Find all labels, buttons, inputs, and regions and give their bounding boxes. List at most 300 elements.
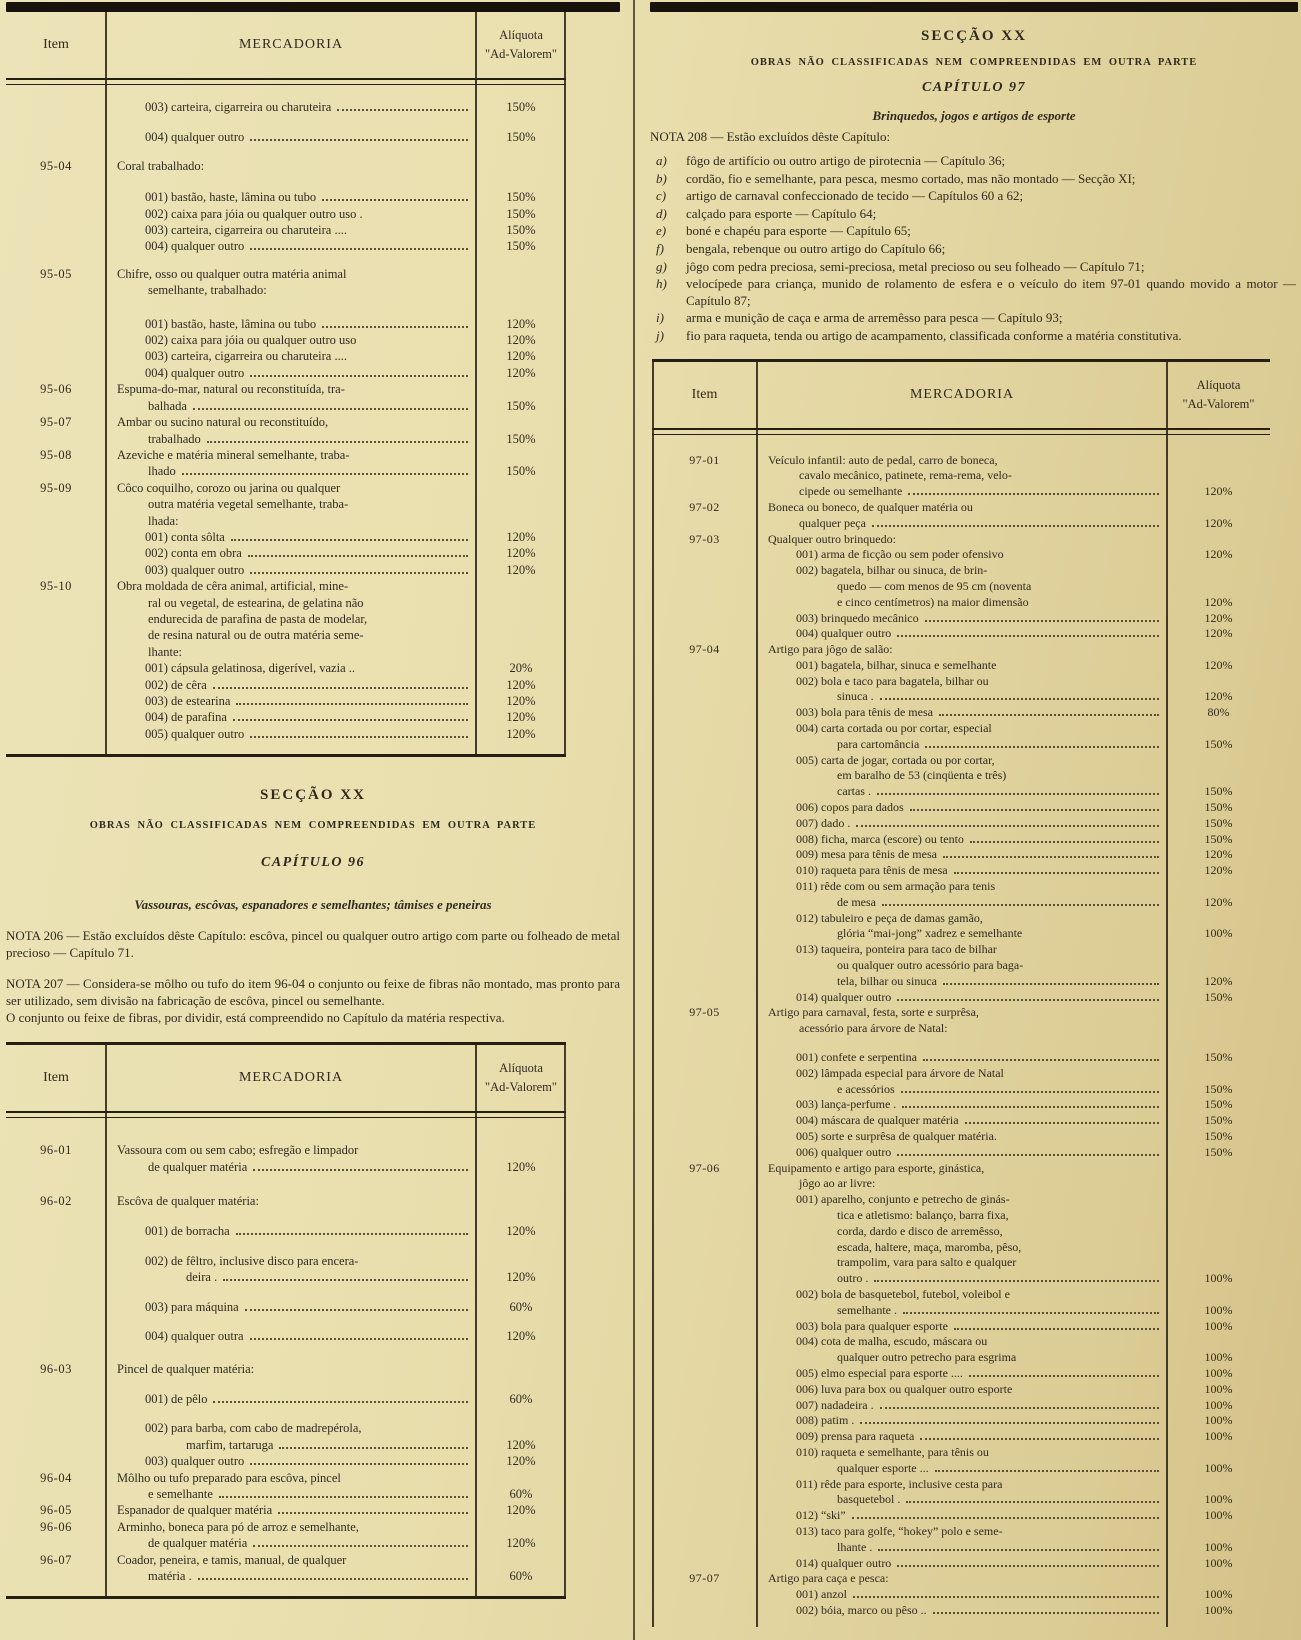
table-row <box>6 595 566 611</box>
mercadoria-line: 007) nadadeira . <box>796 1397 874 1412</box>
mercadoria-text <box>106 1502 476 1518</box>
aliquota-value: 60% <box>509 1299 533 1314</box>
table-row <box>652 1082 1270 1098</box>
item-number: 96-05 <box>40 1503 72 1518</box>
mercadoria-text <box>757 1477 1167 1493</box>
mercadoria-text <box>106 332 476 348</box>
mercadoria-text <box>757 800 1167 816</box>
aliquota-value: 100% <box>1204 1508 1233 1523</box>
aliquota-value: 150% <box>1204 815 1233 830</box>
item-number: 97-07 <box>689 1571 720 1586</box>
mercadoria-text <box>757 1398 1167 1414</box>
table-row <box>652 532 1270 548</box>
table-row <box>652 1587 1270 1603</box>
mercadoria-text <box>106 381 476 397</box>
chapter-96-notes <box>6 927 620 1026</box>
mercadoria-text <box>106 660 476 676</box>
table-vertical-rule <box>652 359 654 1627</box>
aliquota-value: 120% <box>1204 863 1233 878</box>
mercadoria-line: 003) bola para qualquer esporte <box>796 1318 948 1333</box>
mercadoria-line: 012) tabuleiro e peça de damas gamão, <box>796 910 983 925</box>
aliquota-value: 120% <box>506 365 536 380</box>
aliquota-value: 120% <box>506 1536 536 1551</box>
mercadoria-line: 002) bola e taco para bagatela, bilhar ou <box>796 673 989 688</box>
mercadoria-text <box>757 1097 1167 1113</box>
leader-dots <box>236 1233 468 1235</box>
table-header <box>6 12 566 78</box>
leader-dots <box>233 719 468 721</box>
mercadoria-line: semelhante, trabalhado: <box>148 283 267 298</box>
item-number: 95-06 <box>40 382 72 397</box>
mercadoria-line: lhada: <box>148 513 179 528</box>
mercadoria-line: Côco coquilho, corozo ou jarina ou qualquer <box>117 480 341 495</box>
mercadoria-text <box>106 611 476 627</box>
table-row <box>652 784 1270 800</box>
mercadoria-line: outra matéria vegetal semelhante, traba- <box>148 497 349 512</box>
leader-dots <box>231 539 468 541</box>
exclusion-item <box>650 223 1298 240</box>
secao-subtitle: OBRAS NÃO CLASSIFICADAS NEM COMPREENDIDAS EM OUTRA PARTE <box>750 57 1198 68</box>
leader-dots <box>856 825 1159 827</box>
mercadoria-line: semelhante . <box>837 1302 897 1317</box>
leader-dots <box>933 1612 1159 1614</box>
table-row <box>6 1535 566 1551</box>
mercadoria-text <box>106 206 476 222</box>
mercadoria-text <box>757 689 1167 705</box>
aliquota-value: 120% <box>1204 689 1233 704</box>
mercadoria-line: Coador, peneira, e tamis, manual, de qualquer <box>117 1552 347 1567</box>
aliquota-value: 150% <box>506 223 536 238</box>
mercadoria-text <box>757 1334 1167 1350</box>
table-row <box>652 721 1270 737</box>
mercadoria-text <box>757 832 1167 848</box>
mercadoria-text <box>106 1193 476 1209</box>
right-column <box>650 0 1298 1627</box>
aliquota-value: 150% <box>506 100 536 114</box>
mercadoria-line: Ambar ou sucino natural ou reconstituído, <box>117 415 329 430</box>
leader-dots <box>213 687 468 689</box>
item-number: 96-07 <box>40 1552 72 1567</box>
leader-dots <box>250 375 468 377</box>
mercadoria-text <box>106 1269 476 1285</box>
exclusion-letter: c) <box>656 188 667 204</box>
aliquota-value: 120% <box>506 694 536 708</box>
table-row <box>6 1519 566 1535</box>
column-header-item-label: Item <box>43 1070 69 1086</box>
mercadoria-text <box>757 737 1167 753</box>
mercadoria-line: glória “mai-jong” xadrez e semelhante <box>837 926 1023 941</box>
exclusion-item <box>650 310 1298 327</box>
exclusion-item <box>650 171 1298 188</box>
exclusion-letter: h) <box>656 276 667 292</box>
mercadoria-text <box>757 1508 1167 1524</box>
table-row <box>652 1492 1270 1508</box>
mercadoria-line: cipede ou semelhante <box>799 484 903 499</box>
mercadoria-text <box>757 1082 1167 1098</box>
leader-dots <box>872 525 1159 527</box>
mercadoria-text <box>757 1224 1167 1240</box>
table-row <box>652 1556 1270 1572</box>
table-row <box>652 611 1270 627</box>
mercadoria-text <box>757 816 1167 832</box>
mercadoria-text <box>106 316 476 332</box>
column-header-aliquota <box>476 12 566 78</box>
table-body <box>6 1118 566 1592</box>
table-row <box>6 189 566 205</box>
aliquota-value: 150% <box>1204 784 1233 799</box>
table-row <box>6 1142 566 1158</box>
mercadoria-line: 004) de parafina <box>145 710 227 725</box>
exclusion-letter: j) <box>656 327 664 343</box>
leader-dots <box>219 1496 468 1498</box>
mercadoria-text <box>757 547 1167 563</box>
mercadoria-text <box>757 990 1167 1006</box>
mercadoria-text <box>106 480 476 496</box>
mercadoria-text <box>757 958 1167 974</box>
mercadoria-line: 009) prensa para raqueta <box>796 1429 915 1444</box>
aliquota-value: 100% <box>1204 1350 1233 1365</box>
aliquota-value: 120% <box>506 1454 536 1469</box>
table-row <box>6 529 566 545</box>
table-row <box>652 847 1270 863</box>
mercadoria-text <box>106 1420 476 1436</box>
exclusion-text: boné e chapéu para esporte — Capítulo 65; <box>686 223 911 239</box>
aliquota-value: 60% <box>509 1486 533 1501</box>
exclusion-item <box>650 188 1298 205</box>
mercadoria-line: 012) “ski” <box>796 1508 846 1523</box>
mercadoria-line: 004) qualquer outro <box>145 239 245 254</box>
leader-dots <box>860 1422 1159 1424</box>
table-row <box>652 1477 1270 1493</box>
table-row <box>652 1129 1270 1145</box>
item-number: 97-06 <box>689 1160 720 1175</box>
aliquota-value: 120% <box>1204 594 1233 609</box>
leader-dots <box>897 999 1159 1001</box>
mercadoria-line: para cartomância <box>837 736 920 751</box>
tariff-table-96 <box>6 1042 566 1599</box>
exclusion-item <box>650 328 1298 345</box>
table-row <box>652 1208 1270 1224</box>
leader-dots <box>853 1596 1159 1598</box>
table-row <box>6 463 566 479</box>
mercadoria-line: 001) de borracha <box>145 1224 230 1239</box>
mercadoria-text <box>757 1005 1167 1021</box>
table-row <box>652 626 1270 642</box>
mercadoria-text <box>757 1556 1167 1572</box>
leader-dots <box>878 1549 1159 1551</box>
table-body <box>652 435 1270 1627</box>
table-row <box>652 1398 1270 1414</box>
table-row <box>652 468 1270 484</box>
exclusion-letter: f) <box>656 240 664 256</box>
mercadoria-text <box>757 721 1167 737</box>
exclusion-text: arma e munição de caça e arma de arremêsso para pesca — Capítulo 93; <box>686 310 1063 326</box>
leader-dots <box>970 841 1159 843</box>
aliquota-value: 150% <box>506 130 536 145</box>
mercadoria-line: 011) rêde com ou sem armação para tenis <box>796 879 996 894</box>
leader-dots <box>901 1091 1159 1093</box>
mercadoria-line: Qualquer outro brinquedo: <box>768 531 896 546</box>
mercadoria-line: de mesa <box>837 894 876 909</box>
table-row <box>652 500 1270 516</box>
item-number: 97-03 <box>689 531 720 546</box>
exclusion-text: fio para raqueta, tenda ou artigo de acampamento, classificada conforme a matéria constitutiva. <box>686 327 1182 343</box>
table-row <box>652 1461 1270 1477</box>
aliquota-value: 150% <box>1204 1144 1233 1159</box>
table-row <box>652 1319 1270 1335</box>
table-row <box>652 1334 1270 1350</box>
aliquota-value: 120% <box>1204 973 1233 988</box>
leader-dots <box>897 635 1159 637</box>
item-number: 96-03 <box>40 1362 72 1377</box>
mercadoria-text <box>757 753 1167 769</box>
mercadoria-text <box>106 726 476 742</box>
leader-dots <box>322 326 468 328</box>
aliquota-value: 150% <box>506 190 536 205</box>
table-row <box>6 496 566 512</box>
mercadoria-text <box>757 626 1167 642</box>
mercadoria-text <box>757 1413 1167 1429</box>
mercadoria-line: 009) mesa para tênis de mesa <box>796 847 937 862</box>
mercadoria-line: 005) qualquer outro <box>145 726 245 741</box>
aliquota-value: 120% <box>1204 626 1233 641</box>
aliquota-value: 100% <box>1204 1602 1233 1617</box>
mercadoria-text <box>106 595 476 611</box>
aliquota-value: 100% <box>1204 1555 1233 1570</box>
leader-dots <box>874 1280 1159 1282</box>
table-vertical-rule <box>475 12 477 757</box>
table-row <box>6 398 566 414</box>
table-row <box>652 832 1270 848</box>
mercadoria-line: 008) ficha, marca (escore) ou tento <box>796 831 964 846</box>
table-row <box>6 644 566 660</box>
nota-206: NOTA 206 — Estão excluídos dêste Capítulo: escôva, pincel ou qualquer outro artigo com parte ou folheado de metal precioso — Capítulo 71. <box>6 928 620 961</box>
table-body <box>6 85 566 750</box>
leader-dots <box>250 248 468 250</box>
nota-208: NOTA 208 — Estão excluídos dêste Capítulo: <box>650 129 891 144</box>
leader-dots <box>920 1438 1159 1440</box>
mercadoria-text <box>106 627 476 643</box>
exclusion-letter: i) <box>656 310 664 326</box>
leader-dots <box>250 736 468 738</box>
item-number: 97-04 <box>689 642 720 657</box>
chapter-97-notes <box>650 128 1298 345</box>
exclusion-letter: d) <box>656 205 667 221</box>
leader-dots <box>182 473 468 475</box>
mercadoria-text <box>106 1437 476 1453</box>
mercadoria-line: 003) carteira, cigarreira ou charuteira .... <box>145 349 347 364</box>
page-top-rule-left <box>6 2 620 12</box>
table-row <box>652 990 1270 1006</box>
mercadoria-text <box>757 1461 1167 1477</box>
mercadoria-line: cavalo mecânico, patinete, rema-rema, velo- <box>799 468 1012 483</box>
aliquota-value: 120% <box>506 333 536 348</box>
mercadoria-text <box>106 238 476 254</box>
table-row <box>652 1176 1270 1192</box>
table-row <box>652 1366 1270 1382</box>
mercadoria-line: 002) caixa para jóia ou qualquer outro uso . <box>145 206 363 221</box>
mercadoria-line: escada, haltere, maça, maromba, pêso, <box>837 1239 1022 1254</box>
mercadoria-line: 001) anzol <box>796 1587 847 1602</box>
mercadoria-line: 002) lâmpada especial para árvore de Natal <box>796 1065 1004 1080</box>
table-row <box>6 222 566 238</box>
table-row <box>652 1161 1270 1177</box>
column-header-aliquota <box>476 1045 566 1111</box>
mercadoria-line: Coral trabalhado: <box>117 158 205 173</box>
table-row <box>6 693 566 709</box>
leader-dots <box>250 1463 468 1465</box>
column-header-mercadoria-label: MERCADORIA <box>238 1070 344 1086</box>
aliquota-value: 120% <box>506 1503 536 1518</box>
mercadoria-line: 004) qualquer outra <box>145 1329 244 1344</box>
table-row <box>6 1269 566 1285</box>
mercadoria-line: 008) patim . <box>796 1413 855 1428</box>
mercadoria-text <box>757 1571 1167 1587</box>
mercadoria-line: 013) taqueira, ponteira para taco de bilhar <box>796 942 997 957</box>
item-number: 95-10 <box>40 579 72 594</box>
table-row <box>6 381 566 397</box>
mercadoria-line: 005) elmo especial para esporte .... <box>796 1365 963 1380</box>
table-row <box>6 1328 566 1344</box>
table-row <box>652 974 1270 990</box>
aliquota-value: 150% <box>1204 1129 1233 1143</box>
table-row <box>6 1361 566 1377</box>
mercadoria-text <box>106 99 476 115</box>
mercadoria-line: 002) de fêltro, inclusive disco para encera- <box>145 1253 359 1268</box>
mercadoria-line: 003) de estearina <box>145 694 231 708</box>
mercadoria-line: ral ou vegetal, de estearina, de gelatina não <box>148 595 364 610</box>
aliquota-label: Alíquota <box>499 28 543 42</box>
table-row <box>6 480 566 496</box>
section-heading-cap97 <box>650 28 1298 124</box>
mercadoria-text <box>106 189 476 205</box>
mercadoria-line: Artigo para carnaval, festa, sorte e surprêsa, <box>768 1005 979 1020</box>
aliquota-value: 120% <box>506 546 536 561</box>
column-header-mercadoria <box>757 362 1167 428</box>
mercadoria-text <box>757 911 1167 927</box>
exclusion-text: velocípede para criança, munido de rolamento de esfera e o veículo do item 97-01 quando movido a motor — Capítulo 87; <box>686 276 1296 308</box>
table-row <box>6 158 566 174</box>
mercadoria-text <box>757 768 1167 784</box>
table-row <box>652 1445 1270 1461</box>
table-row <box>652 1050 1270 1066</box>
mercadoria-text <box>757 1113 1167 1129</box>
mercadoria-text <box>757 563 1167 579</box>
aliquota-value: 120% <box>506 726 536 741</box>
aliquota-value: 150% <box>1204 1097 1233 1112</box>
mercadoria-line: 001) bastão, haste, lâmina ou tubo <box>145 190 317 205</box>
mercadoria-line: corda, dardo e disco de arremêsso, <box>837 1223 1003 1238</box>
mercadoria-text <box>106 1299 476 1315</box>
table-bottom-rule <box>6 754 566 757</box>
table-vertical-rule <box>105 12 107 757</box>
leader-dots <box>925 620 1159 622</box>
mercadoria-text <box>106 1568 476 1584</box>
mercadoria-text <box>106 578 476 594</box>
mercadoria-text <box>757 1129 1167 1145</box>
mercadoria-text <box>757 1240 1167 1256</box>
mercadoria-text <box>757 705 1167 721</box>
aliquota-value: 100% <box>1204 1271 1233 1286</box>
table-bottom-rule <box>6 1596 566 1599</box>
mercadoria-text <box>106 222 476 238</box>
table-row <box>6 677 566 693</box>
aliquota-value: 150% <box>506 398 536 413</box>
mercadoria-text <box>106 1391 476 1407</box>
mercadoria-line: de qualquer matéria <box>148 1536 248 1551</box>
mercadoria-line: 005) carta de jogar, cortada ou por cortar, <box>796 752 995 767</box>
table-row <box>652 879 1270 895</box>
exclusion-text: jôgo com pedra preciosa, semi-preciosa, metal precioso ou seu folheado — Capítulo 71; <box>686 258 1145 274</box>
mercadoria-line: Espuma-do-mar, natural ou reconstituída, tra- <box>117 382 345 397</box>
mercadoria-line: matéria . <box>148 1568 192 1583</box>
mercadoria-text <box>106 414 476 430</box>
table-row <box>652 1508 1270 1524</box>
mercadoria-text <box>757 1145 1167 1161</box>
mercadoria-line: outro . <box>837 1271 869 1286</box>
aliquota-label: Alíquota <box>499 1061 543 1076</box>
mercadoria-line: 001) arma de ficção ou sem poder ofensivo <box>796 547 1004 562</box>
mercadoria-text <box>106 447 476 463</box>
mercadoria-text <box>106 266 476 282</box>
table-header <box>6 1045 566 1111</box>
exclusion-item <box>650 259 1298 276</box>
leader-dots <box>880 698 1159 700</box>
aliquota-value: 150% <box>1204 831 1233 846</box>
mercadoria-text <box>757 1050 1167 1066</box>
table-row <box>652 1255 1270 1271</box>
table-row <box>652 737 1270 753</box>
aliquota-value: 120% <box>1204 657 1233 672</box>
table-row <box>6 1391 566 1407</box>
nota-207: NOTA 207 — Considera-se môlho ou tufo do item 96-04 o conjunto ou feixe de fibras não montado, mas pronto para ser utilizado, sem divisão na fabricação de escôva, pincel ou semelhante. <box>6 976 620 1009</box>
mercadoria-text <box>757 1445 1167 1461</box>
mercadoria-text <box>106 463 476 479</box>
exclusion-item <box>650 153 1298 170</box>
mercadoria-line: Boneca ou boneco, de qualquer matéria ou <box>768 499 973 514</box>
table-row <box>6 611 566 627</box>
leader-dots <box>253 1169 468 1171</box>
table-row <box>6 206 566 222</box>
mercadoria-text <box>757 1524 1167 1540</box>
exclusion-text: cordão, fio e semelhante, para pesca, mesmo cortado, mas não montado — Secção XI; <box>686 170 1136 186</box>
table-row <box>6 129 566 145</box>
table-row <box>652 863 1270 879</box>
table-row <box>652 705 1270 721</box>
mercadoria-text <box>106 1535 476 1551</box>
mercadoria-line: 002) bóia, marco ou pêso .. <box>796 1602 927 1617</box>
aliquota-value: 60% <box>509 1391 533 1406</box>
table-row <box>6 1299 566 1315</box>
table-row <box>652 1413 1270 1429</box>
aliquota-value: 120% <box>506 562 536 577</box>
mercadoria-line: 002) conta em obra <box>145 546 242 561</box>
mercadoria-text <box>757 1366 1167 1382</box>
table-row <box>6 1552 566 1568</box>
mercadoria-text <box>106 644 476 660</box>
mercadoria-line: 007) dado . <box>796 815 851 830</box>
item-number: 97-01 <box>689 452 720 467</box>
table-row <box>652 1066 1270 1082</box>
table-row <box>652 563 1270 579</box>
mercadoria-text <box>106 1328 476 1344</box>
mercadoria-line: sinuca . <box>837 689 874 704</box>
mercadoria-line: 001) confete e serpentina <box>796 1050 917 1065</box>
item-number: 95-05 <box>40 266 72 281</box>
mercadoria-line: Veículo infantil: auto de pedal, carro de boneca, <box>768 452 998 467</box>
mercadoria-line: tela, bilhar ou sinuca <box>837 973 937 988</box>
aliquota-value: 100% <box>1204 1429 1233 1444</box>
